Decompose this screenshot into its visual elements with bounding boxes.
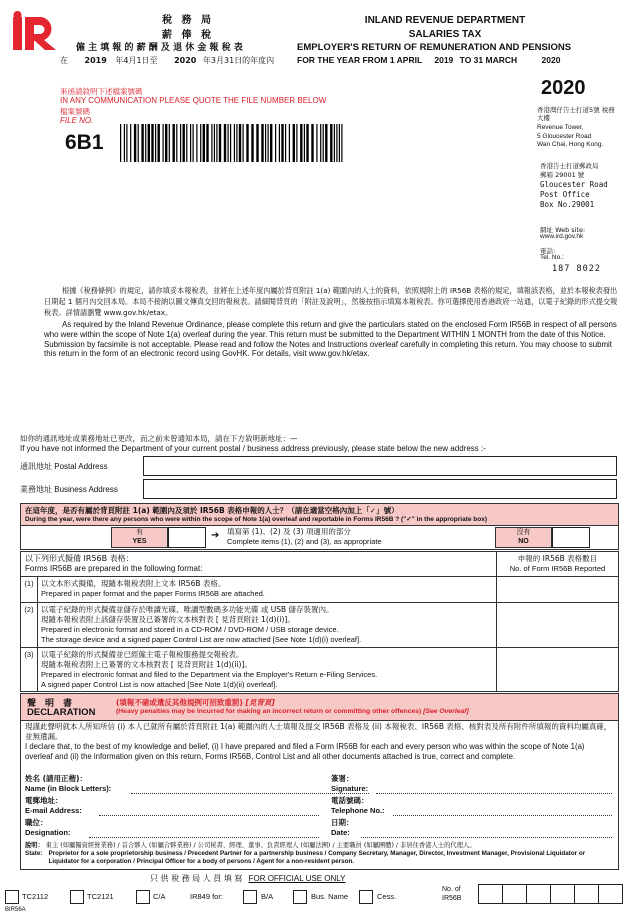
no-of-ir56b-boxes[interactable]	[478, 884, 623, 904]
change-zh: 如你的通訊地址或業務地址已更改，而之前未曾通知本局，請在下方敘明新地址：—	[20, 434, 298, 443]
digit-box[interactable]	[575, 884, 599, 904]
postal-address-input[interactable]	[143, 456, 617, 476]
signature-input[interactable]	[376, 793, 612, 794]
ir849-label: IR849 for:	[190, 892, 223, 901]
tax-zh: 薪 俸 稅	[162, 30, 214, 41]
tel-number: 187 8022	[552, 264, 601, 274]
business-label: 業務地址 Business Address	[20, 485, 118, 494]
cess-checkbox[interactable]	[359, 890, 373, 904]
ca-checkbox[interactable]	[136, 890, 150, 904]
address-en: Revenue Tower, 5 Gloucester Road Wan Chai, Hong Kong.	[537, 124, 604, 148]
sign-field: 簽署： Signature:	[331, 774, 369, 793]
digit-box[interactable]	[478, 884, 503, 904]
period-en: FOR THE YEAR FROM 1 APRIL 2019 TO 31 MARCH 2020	[297, 55, 561, 65]
count-input-2[interactable]	[496, 603, 619, 647]
count-input-1[interactable]	[496, 577, 619, 602]
tc2112-checkbox[interactable]	[5, 890, 19, 904]
ird-logo	[12, 11, 58, 51]
tc2121-label: TC2121	[87, 892, 114, 901]
designation-field: 職位： Designation:	[25, 818, 71, 837]
yes-checkbox[interactable]	[168, 527, 206, 548]
intro-zh: 根據《稅務條例》的規定，請你填妥本報稅表，並將在上述年度內屬於背頁附註 1(a) 範圍內的人士的資料，依照規附上的 IR56B 表格的規定，填報該表格，並於本報稅表發出日期起 1 個月內交回本局。本局不接納以圖文傳真交回的報稅表。請細閱背頁的「附註及說明」，然後按指示填寫本報稅表。你可選擇使用香港政府一站通，以電子紀錄的形式提交報稅表。詳情請瀏覽 www.gov.hk/etax。	[44, 286, 618, 317]
format-item-2: (2) 以電子紀錄的形式擬備並儲存於唯讀光碟、唯讀型數碼多功能光碟 或 USB 儲存裝置內。 現隨本報稅表附上該儲存裝置及已簽署的文本核對表 [ 見背頁附註 1(d)(i)]。 Prepared in electronic format and stored in a CD-ROM / DVD-ROM / USB storage device. The storage device and a signed paper Control List are now attached [See Note 1(d)(i) overleaf].	[20, 602, 619, 648]
date-field: 日期： Date:	[331, 818, 354, 837]
tc2121-checkbox[interactable]	[70, 890, 84, 904]
format-item-1: (1) 以文本形式擬備，現隨本報稅表附上文本 IR56B 表格。 Prepared in paper format and the paper Forms IR56B are attached.	[20, 576, 619, 603]
format-item-3: (3) 以電子紀錄的形式擬備並已經僱主電子報稅服務提交報稅表。 現隨本報稅表附上已簽署的文本核對表 [ 見背頁附註 1(d)(ii)]。 Prepared in electronic format and filed to the Department via the Employer's Return e-Filing Services. A signed paper Control List is now attached [See Note 1(d)(ii) overleaf].	[20, 647, 619, 692]
telephone-input[interactable]	[393, 815, 612, 816]
tc2112-label: TC2112	[22, 892, 49, 901]
quote-en: IN ANY COMMUNICATION PLEASE QUOTE THE FILE NUMBER BELOW	[60, 96, 327, 105]
quote-zh: 來函請敘明下述檔案號碼	[60, 87, 143, 96]
email-field: 電郵地址： E-mail Address:	[25, 796, 82, 815]
title-zh: 僱 主 填 報 的 薪 酬 及 退 休 金 報 稅 表	[76, 43, 243, 53]
tax-en: SALARIES TAX	[408, 29, 482, 40]
web-label: 網址 Web site:	[540, 226, 586, 234]
intro-en: As required by the Inland Revenue Ordinance, please complete this return and give the particulars stated on the enclosed Form IR56B in respect of all persons who were within the scope of Note 1(a) overleaf during the year. This return must be submitted to the Department WITHIN 1 MONTH from the date of this Notice. Submission by facsimile is not acceptable. Please read and follow the Notes and Instructions overleaf carefully in completing this return. You may choose to submit this return in the form of an electronic record using GovHK. For details, visit www.gov.hk/etax.	[44, 320, 617, 359]
postal-label: 通訊地址 Postal Address	[20, 462, 108, 471]
bus-name-label: Bus. Name	[311, 892, 349, 901]
formats-header: 以下列形式擬備 IR56B 表格： Forms IR56B are prepared in the following format: 申報的 IR56B 表格數目 No. of Form IR56B Reported	[20, 551, 619, 577]
form-code: 6B1	[65, 131, 104, 154]
business-address-input[interactable]	[143, 479, 617, 499]
yes-label: 有 YES	[111, 527, 168, 548]
address-zh: 香港灣仔告士打道5號 稅務大樓	[537, 106, 615, 122]
bus-name-checkbox[interactable]	[293, 890, 307, 904]
arrow-icon: ➔	[211, 530, 220, 541]
assessment-year: 2020	[541, 77, 586, 99]
no-checkbox[interactable]	[552, 527, 590, 548]
po-box: Gloucester Road Post Office Box No.29001	[540, 180, 608, 209]
tel-label-en: Tel. No.:	[540, 254, 564, 261]
question-header: 在這年度，是否有屬於背頁附註 1(a) 範圍內及須於 IR56B 表格申報的人士？（請在適當空格內加上「✓」號） During the year, were there any persons who were within the scope of Note 1(a) overleaf and reportable in Forms IR56B ? ("✓" in the appropriate box)	[20, 503, 619, 526]
dept-zh: 稅 務 局	[162, 15, 214, 26]
tel-label-zh: 電話:	[540, 247, 556, 255]
po-zh: 香港告士打道郵政局 郵箱 29001 號	[540, 162, 599, 179]
state-note: 說明： 東主 (如屬獨資經營業務) / 首合夥人 (如屬合夥業務) / 公司秘書、經理、董事、負責經理人 (如屬法團) / 主要職員 (如屬團體) / 非居住香港人士的代理人。 State: Proprietor for a sole proprietorship business / Precedent Partner for a partnership business / Company Secretary, Manager, Director, Investment Manager, Provisional Liquidator or Liquidator for a corporation / Principal Officer for a body of persons / Agent for a non-resident person.	[25, 842, 586, 865]
tel-field: 電話號碼： Telephone No.:	[331, 796, 385, 815]
name-field: 姓名 (請用正楷)： Name (in Block Letters):	[25, 774, 112, 793]
name-input[interactable]	[131, 793, 369, 794]
title-en: EMPLOYER'S RETURN OF REMUNERATION AND PENSIONS	[297, 42, 572, 53]
official-use-title: 只 供 稅 務 局 人 員 填 寫 FOR OFFICIAL USE ONLY	[150, 874, 346, 883]
digit-box[interactable]	[503, 884, 527, 904]
complete-instruction: 填寫第 (1)、(2) 及 (3) 項適用的部分 Complete items (1), (2) and (3), as appropriate	[227, 527, 382, 546]
email-input[interactable]	[99, 815, 319, 816]
ba-label: B/A	[261, 892, 274, 901]
cess-label: Cess.	[377, 892, 397, 901]
digit-box[interactable]	[599, 884, 623, 904]
declaration-body: 現謹此聲明就本人所知所信 (i) 本人已就所有屬於背頁附註 1(a) 範圍內的人士填報及提交 IR56B 表格及 (ii) 本報稅表、IR56B 表格、核對表及所有附件所填報的資料均屬真確，並無遺漏。 I declare that, to the best of my knowledge and belief, (i) I have prepared and filed a Form IR56B for each and every person who was within the scope of Note 1(a) overleaf and (ii) the information given on this return, Forms IR56B, Control List and all other documents attached is true, correct and complete. 姓名 (請用正楷)： Name (in Block Letters): 簽署： Signature: 電郵地址： E-mail Address: 電話號碼： Telephone No.: 職位： Designation: 日期： Date: 說明： 東主 (如屬獨資經營業務) / 首合夥人 (如屬合夥業務) / 公司秘書、經理、董事、負責經理人 (如屬法團) / 主要職員 (如屬團體) / 非居住香港人士的代理人。 State: Proprietor for a sole proprietorship business / Precedent Partner for a partnership business / Company Secretary, Manager, Director, Investment Manager, Provisional Liquidator or Liquidator for a corporation / Principal Officer for a body of persons / Agent for a non-resident person.	[20, 720, 619, 870]
digit-box[interactable]	[551, 884, 575, 904]
period-zh: 在 2019 年4月1日至 2020 年3月31日的年度內	[60, 56, 275, 65]
file-no-zh: 檔案號碼	[60, 107, 90, 116]
barcode	[120, 124, 344, 162]
footer-code: BIR56A	[5, 907, 26, 913]
ba-checkbox[interactable]	[243, 890, 257, 904]
count-input-3[interactable]	[496, 648, 619, 691]
declaration-header: 聲 明 書 DECLARATION (填報不確或遺反其他規例可招致重罰) [見背頁] (Heavy penalties may be incurred for making an incorrect return or committing other offences) [See Overleaf]	[20, 693, 619, 721]
web-link[interactable]: www.ird.gov.hk	[540, 233, 584, 240]
question-answer-row	[20, 525, 619, 550]
ca-label: C/A	[153, 892, 166, 901]
no-label: 沒有 NO	[495, 527, 552, 548]
date-input[interactable]	[361, 837, 612, 838]
dept-en: INLAND REVENUE DEPARTMENT	[364, 15, 526, 26]
digit-box[interactable]	[527, 884, 551, 904]
no-of-ir56b-label: No. of IR56B	[442, 886, 462, 902]
designation-input[interactable]	[89, 837, 319, 838]
file-no-en: FILE NO.	[60, 116, 94, 125]
change-en: If you have not informed the Department of your current postal / business address previously, please state below the new address :-	[20, 444, 486, 453]
